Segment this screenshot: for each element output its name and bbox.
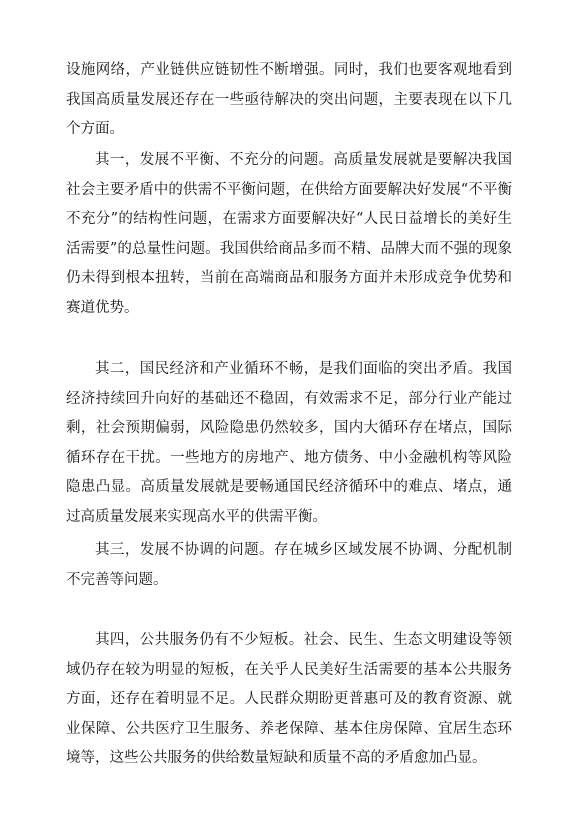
paragraph-point-one: 其一，发展不平衡、不充分的问题。高质量发展就是要解决我国社会主要矛盾中的供需不平衡问题，在供给方面要解决好发展“不平衡不充分”的结构性问题，在需求方面要解决好“人民日益增长的美好生活需要”的总量性问题。我国供给商品多而不精、品牌大而不强的现象仍未得到根本扭转，当前在高端商品和服务方面并未形成竞争优势和赛道优势。 — [66, 152, 512, 316]
paragraph-point-two: 其二，国民经济和产业循环不畅，是我们面临的突出矛盾。我国经济持续回升向好的基础还不稳固，有效需求不足，部分行业产能过剩，社会预期偏弱，风险隐患仍然较多，国内大循环存在堵点，国际循环存在干扰。一些地方的房地产、地方债务、中小金融机构等风险隐患凸显。高质量发展就是要畅通国民经济循环中的难点、堵点，通过高质量发展来实现高水平的供需平衡。 — [66, 361, 512, 525]
paragraph-point-three: 其三，发展不协调的问题。存在城乡区域发展不协调、分配机制不完善等问题。 — [66, 542, 512, 588]
paragraph-continuation: 设施网络，产业链供应链韧性不断增强。同时，我们也要客观地看到我国高质量发展还存在一些亟待解决的突出问题，主要表现在以下几个方面。 — [66, 62, 512, 137]
paragraph-point-four: 其四，公共服务仍有不少短板。社会、民生、生态文明建设等领域仍存在较为明显的短板，在关乎人民美好生活需要的基本公共服务方面，还存在着明显不足。人民群众期盼更普惠可及的教育资源、就业保障、公共医疗卫生服务、养老保障、基本住房保障、宜居生态环境等，这些公共服务的供给数量短缺和质量不高的矛盾愈加凸显。 — [66, 632, 512, 766]
